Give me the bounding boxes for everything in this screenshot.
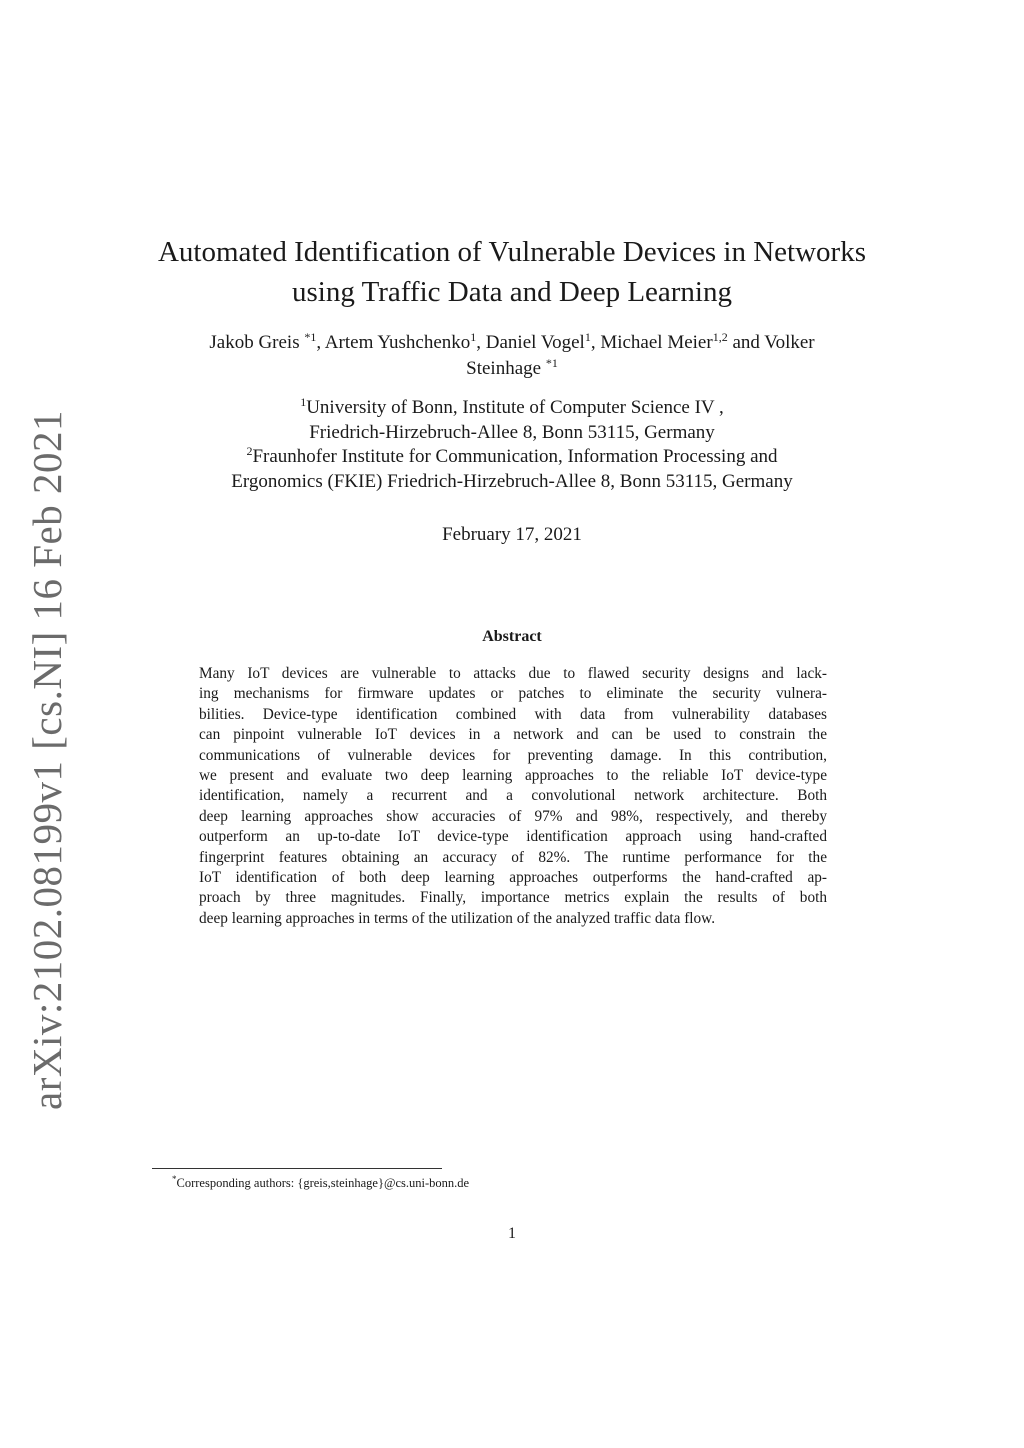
paper-title — [120, 232, 904, 312]
author-steinhage-last: Steinhage — [466, 358, 546, 379]
abstract-line: we present and evaluate two deep learning approaches to the reliable IoT device-type — [199, 767, 827, 785]
abstract-line: bilities. Device-type identification combined with data from vulnerability databases — [199, 705, 827, 723]
author-yushchenko: , Artem Yushchenko — [316, 332, 471, 353]
author-steinhage-affiliation: *1 — [545, 356, 558, 370]
abstract-line: deep learning approaches show accuracies of 97% and 98%, respectively, and thereby — [199, 807, 827, 825]
abstract-line: outperform an up-to-date IoT device-type identification approach using hand-crafted — [199, 828, 827, 846]
author-list — [120, 330, 904, 382]
title-line-2: using Traffic Data and Deep Learning — [292, 276, 732, 308]
affiliation-1-line-1 — [120, 396, 904, 421]
author-steinhage-first: and Volker — [727, 332, 815, 353]
abstract-line: can pinpoint vulnerable IoT devices in a network and can be used to constrain the — [199, 726, 827, 744]
affiliation-1-marker: 1 — [300, 395, 307, 409]
abstract-line: Many IoT devices are vulnerable to attacks due to flawed security designs and lack- — [199, 665, 827, 682]
arxiv-identifier-stamp: arXiv:2102.08199v1 [cs.NI] 16 Feb 2021 — [24, 410, 70, 1110]
footnote-text: Corresponding authors: {greis,steinhage}@cs.uni-bonn.de — [176, 1176, 470, 1190]
author-greis-affiliation: *1 — [304, 330, 317, 344]
footnote-divider — [152, 1168, 442, 1169]
affiliation-2-line-2: Ergonomics (FKIE) Friedrich-Hirzebruch-Allee 8, Bonn 53115, Germany — [231, 470, 793, 492]
abstract-body — [199, 664, 827, 929]
abstract-line: IoT identification of both deep learning approaches outperforms the hand-crafted ap- — [199, 869, 827, 887]
affiliation-list — [120, 396, 904, 494]
author-line-2 — [120, 356, 904, 382]
affiliation-2-line-1 — [120, 445, 904, 470]
footnote-marker: * — [172, 1174, 177, 1184]
abstract-heading: Abstract — [482, 628, 542, 645]
author-vogel: , Daniel Vogel — [476, 332, 585, 353]
corresponding-author-footnote — [172, 1175, 469, 1191]
abstract-line: ing mechanisms for firmware updates or patches to eliminate the security vulnera- — [199, 685, 827, 703]
author-meier: , Michael Meier — [590, 332, 713, 353]
publication-date: February 17, 2021 — [442, 524, 582, 545]
page-number: 1 — [508, 1225, 516, 1242]
author-yushchenko-affiliation: 1 — [470, 330, 477, 344]
abstract-line: identification, namely a recurrent and a convolutional network architecture. Both — [199, 787, 827, 805]
affiliation-2-text: Fraunhofer Institute for Communication, Information Processing and — [252, 446, 778, 467]
author-vogel-affiliation: 1 — [584, 330, 591, 344]
abstract-line: deep learning approaches in terms of the utilization of the analyzed traffic data flow. — [199, 909, 716, 927]
abstract-line: fingerprint features obtaining an accuracy of 82%. The runtime performance for the — [199, 848, 827, 866]
abstract-line: proach by three magnitudes. Finally, importance metrics explain the results of both — [199, 889, 827, 907]
author-line-1 — [120, 330, 904, 356]
affiliation-2-marker: 2 — [246, 444, 253, 458]
affiliation-1-text: University of Bonn, Institute of Computer Science IV , — [306, 397, 724, 418]
author-greis: Jakob Greis — [209, 332, 305, 353]
title-line-1: Automated Identification of Vulnerable Devices in Networks — [157, 236, 866, 268]
abstract-line: communications of vulnerable devices for preventing damage. In this contribution, — [199, 746, 827, 764]
affiliation-1-line-2: Friedrich-Hirzebruch-Allee 8, Bonn 53115, Germany — [309, 421, 715, 443]
author-meier-affiliation: 1,2 — [712, 330, 728, 344]
